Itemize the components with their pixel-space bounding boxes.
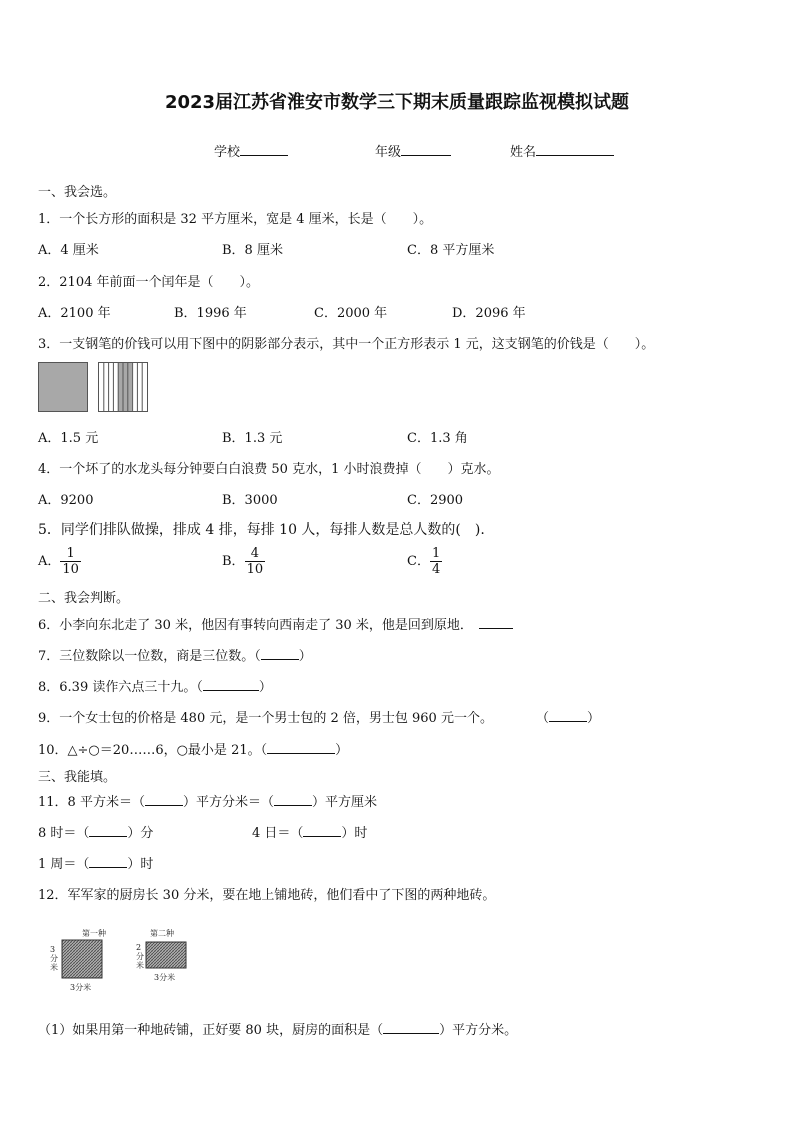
denominator: 10 — [62, 562, 79, 577]
q9-answer-blank[interactable] — [549, 708, 587, 722]
q12-sub1-blank[interactable] — [383, 1020, 439, 1034]
question-12-stem: 12．军军家的厨房长 30 分米，要在地上铺地砖，他们看中了下图的两种地砖。 — [38, 888, 496, 903]
close-paren: ） — [258, 680, 272, 695]
question-8-stem: 8．6.39 读作六点三十九。（ — [38, 680, 203, 695]
question-2-stem: 2．2104 年前面一个闰年是（ ）。 — [38, 275, 259, 290]
q5-option-a-label: A． — [38, 554, 61, 569]
close-paren: ） — [587, 711, 601, 726]
q5-option-c[interactable] — [407, 546, 442, 577]
tile1-side-label-char: 3 — [50, 945, 56, 954]
numerator: 4 — [245, 546, 266, 562]
fraction — [60, 546, 81, 577]
school-label: 学校 — [214, 145, 241, 160]
q11-text: 8 时＝（ — [38, 826, 90, 841]
tile-figures — [44, 924, 204, 996]
tile1-bottom-label: 3分米 — [70, 983, 92, 992]
question-12-sub-1 — [38, 1019, 517, 1038]
q12-sub1-text: ）平方分米。 — [439, 1023, 518, 1038]
question-3-stem: 3．一支钢笔的价钱可以用下图中的阴影部分表示，其中一个正方形表示 1 元，这支钢笔的价钱是（ ）。 — [38, 337, 655, 352]
q2-option-d[interactable]: D．2096 年 — [452, 306, 526, 321]
q10-answer-blank[interactable] — [267, 740, 335, 754]
shaded-square-figure — [38, 362, 88, 412]
numerator: 1 — [431, 546, 441, 561]
section-heading-2: 二、我会判断。 — [38, 591, 130, 606]
question-7-stem: 7．三位数除以一位数，商是三位数。（ — [38, 649, 261, 664]
section-heading-1: 一、我会选。 — [38, 185, 117, 200]
grade-field[interactable] — [375, 141, 451, 160]
q11-text: ）分 — [127, 826, 154, 841]
question-6-stem: 6．小李向东北走了 30 米，他因有事转向西南走了 30 米，他是回到原地． — [38, 618, 473, 633]
q3-option-b[interactable]: B．1.3 元 — [222, 431, 283, 446]
tile2-title: 第二种 — [150, 929, 174, 938]
q11-blank-2[interactable] — [274, 792, 312, 806]
striped-square-figure — [98, 362, 148, 412]
tile2-bottom-label: 3分米 — [154, 973, 176, 982]
tile2-side-label-char: 2 — [136, 943, 142, 952]
tile2-side-label — [136, 943, 147, 970]
q4-option-a[interactable]: A．9200 — [38, 493, 94, 508]
close-paren: ） — [298, 649, 312, 664]
tile2-rect — [146, 942, 186, 968]
q6-answer-blank[interactable] — [479, 615, 513, 629]
q12-sub1-text: （1）如果用第一种地砖铺，正好要 80 块，厨房的面积是（ — [38, 1023, 384, 1038]
question-10-stem: 10．△÷○＝20……6，○最小是 21。（ — [38, 743, 268, 758]
q11-text: ）时 — [127, 857, 154, 872]
q11-text: 4 日＝（ — [252, 826, 304, 841]
question-7 — [38, 645, 312, 664]
name-label: 姓名 — [510, 145, 537, 160]
q3-option-c[interactable]: C．1.3 角 — [407, 431, 468, 446]
q9-answer — [536, 707, 600, 726]
q11-blank-4[interactable] — [303, 823, 341, 837]
school-field[interactable] — [214, 141, 288, 160]
fraction — [245, 546, 266, 577]
q5-option-a[interactable] — [38, 546, 81, 577]
question-11-line-3 — [38, 853, 153, 872]
question-11-line-2a — [38, 822, 153, 841]
q11-text: ）平方厘米 — [311, 795, 377, 810]
question-11-line-2b — [252, 822, 367, 841]
name-field[interactable] — [510, 141, 614, 160]
open-paren: （ — [536, 711, 550, 726]
fraction — [430, 546, 442, 577]
q11-blank-5[interactable] — [89, 854, 127, 868]
tile2-side-label-char: 米 — [136, 961, 144, 970]
q5-option-c-label: C． — [407, 554, 430, 569]
question-8 — [38, 676, 272, 695]
question-1-stem: 1．一个长方形的面积是 32 平方厘米，宽是 4 厘米，长是（ ）。 — [38, 212, 433, 227]
question-11-line-1 — [38, 791, 377, 810]
question-5-stem: 5．同学们排队做操，排成 4 排，每排 10 人，每排人数是总人数的( ). — [38, 522, 485, 538]
close-paren: ） — [335, 743, 349, 758]
name-blank[interactable] — [536, 142, 614, 156]
grade-label: 年级 — [375, 145, 402, 160]
strip-lines — [99, 363, 147, 411]
tile2-side-label-char: 分 — [136, 952, 144, 961]
denominator: 10 — [246, 562, 264, 577]
q11-text: 1 周＝（ — [38, 857, 90, 872]
question-10 — [38, 739, 348, 758]
q2-option-b[interactable]: B．1996 年 — [174, 306, 247, 321]
q11-blank-3[interactable] — [89, 823, 127, 837]
numerator: 1 — [60, 546, 81, 562]
q2-option-c[interactable]: C．2000 年 — [314, 306, 388, 321]
denominator: 4 — [431, 562, 441, 577]
question-6 — [38, 614, 513, 633]
school-blank[interactable] — [240, 142, 288, 156]
grade-blank[interactable] — [401, 142, 451, 156]
q3-option-a[interactable]: A．1.5 元 — [38, 431, 99, 446]
shaded-strips — [118, 363, 132, 411]
q7-answer-blank[interactable] — [261, 646, 299, 660]
tile1-rect — [62, 940, 102, 978]
q4-option-c[interactable]: C．2900 — [407, 493, 464, 508]
q1-option-b[interactable]: B．8 厘米 — [222, 243, 283, 258]
q8-answer-blank[interactable] — [203, 677, 259, 691]
section-heading-3: 三、我能填。 — [38, 770, 117, 785]
q11-text: 11．8 平方米＝（ — [38, 795, 145, 810]
q5-option-b[interactable] — [222, 546, 265, 577]
page-title: 2023届江苏省淮安市数学三下期末质量跟踪监视模拟试题 — [164, 92, 630, 113]
q11-blank-1[interactable] — [145, 792, 183, 806]
q1-option-a[interactable]: A．4 厘米 — [38, 243, 99, 258]
q4-option-b[interactable]: B．3000 — [222, 493, 278, 508]
tile1-side-label-char: 米 — [50, 963, 58, 972]
q5-option-b-label: B． — [222, 554, 245, 569]
q11-text: ）时 — [341, 826, 368, 841]
tile1-side-label-char: 分 — [50, 954, 58, 963]
tile1-side-label — [50, 945, 61, 972]
q2-option-a[interactable]: A．2100 年 — [38, 306, 111, 321]
question-4-stem: 4．一个坏了的水龙头每分钟要白白浪费 50 克水，1 小时浪费掉（ ）克水。 — [38, 462, 500, 477]
question-9-stem: 9．一个女士包的价格是 480 元，是一个男士包的 2 倍，男士包 960 元一个。 — [38, 711, 493, 726]
tile1-title: 第一种 — [82, 929, 106, 938]
q11-text: ）平方分米＝（ — [182, 795, 274, 810]
q1-option-c[interactable]: C．8 平方厘米 — [407, 243, 495, 258]
